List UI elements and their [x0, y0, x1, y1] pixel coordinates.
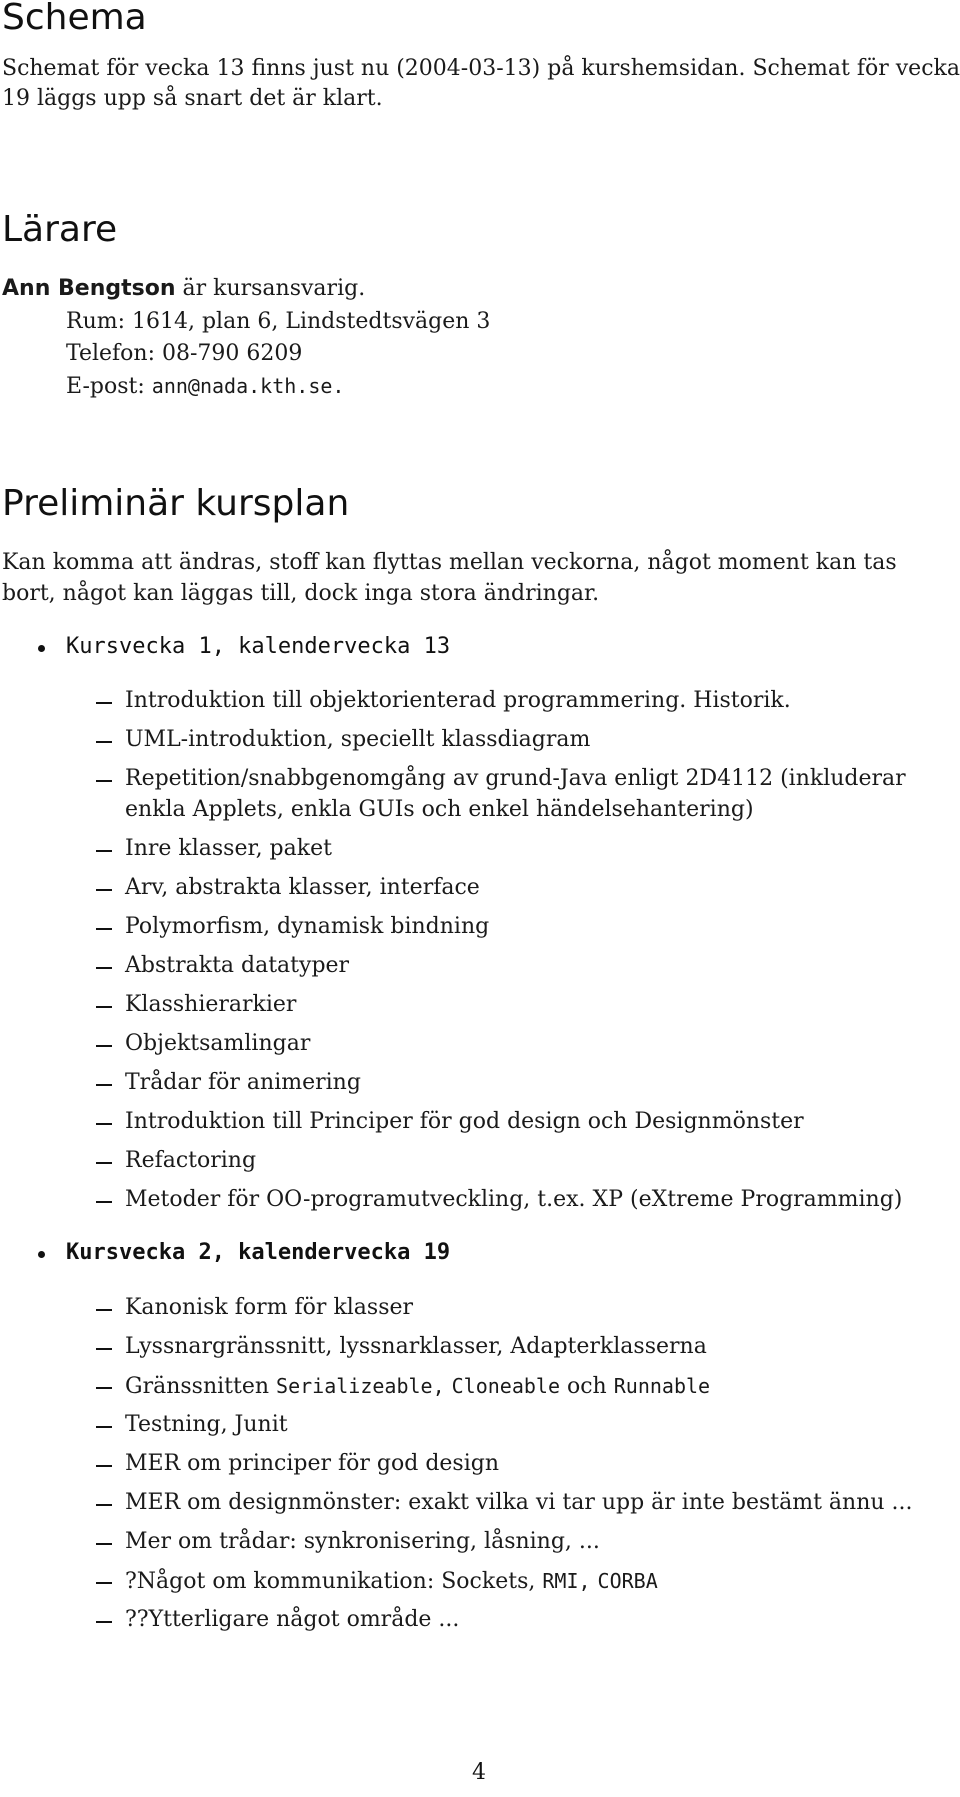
week1-item-7: Abstrakta datatyper: [125, 953, 350, 978]
week2-title: Kursvecka 2, kalendervecka 19: [66, 1240, 451, 1265]
dash-icon: [96, 967, 112, 969]
email-label: E-post:: [66, 374, 145, 399]
dash-icon: [96, 1582, 112, 1584]
schema-heading: Schema: [2, 0, 147, 38]
week1-item-4: Inre klasser, paket: [125, 836, 332, 861]
week1-item-13: Metoder för OO-programutveckling, t.ex. XP (eXtreme Programming): [125, 1187, 903, 1212]
teacher-phone: Telefon: 08-790 6209: [66, 341, 303, 366]
dash-icon: [96, 1465, 112, 1467]
kursplan-intro-line-2: bort, något kan läggas till, dock inga stora ändringar.: [2, 581, 600, 606]
code-corba: CORBA: [597, 1569, 658, 1593]
week2-item-9: ??Ytterligare något område ...: [125, 1607, 460, 1632]
week2-item-2: Lyssnargränssnitt, lyssnarklasser, Adapterklasserna: [125, 1334, 707, 1359]
week1-item-8: Klasshierarkier: [125, 992, 297, 1017]
week1-item-2: UML-introduktion, speciellt klassdiagram: [125, 727, 591, 752]
kursplan-intro-line-1: Kan komma att ändras, stoff kan flyttas mellan veckorna, något moment kan tas: [2, 550, 897, 575]
dash-icon: [96, 1543, 112, 1545]
teacher-room: Rum: 1614, plan 6, Lindstedtsvägen 3: [66, 309, 491, 334]
och-word: och: [566, 1374, 607, 1399]
dash-icon: [96, 1123, 112, 1125]
dash-icon: [96, 1309, 112, 1311]
teacher-role: är kursansvarig.: [182, 276, 366, 301]
week2-item-1: Kanonisk form för klasser: [125, 1295, 414, 1320]
dash-icon: [96, 702, 112, 704]
teacher-email-line: [66, 371, 344, 402]
dash-icon: [96, 889, 112, 891]
dash-icon: [96, 1348, 112, 1350]
week1-item-12: Refactoring: [125, 1148, 257, 1173]
week1-item-11: Introduktion till Principer för god design och Designmönster: [125, 1109, 804, 1134]
kursplan-heading: Preliminär kursplan: [2, 483, 350, 524]
week1-item-1: Introduktion till objektorienterad programmering. Historik.: [125, 688, 791, 713]
dash-icon: [96, 741, 112, 743]
week2-item-4: Testning, Junit: [125, 1412, 288, 1437]
week2-item-5: MER om principer för god design: [125, 1451, 499, 1476]
communication-label: ?Något om kommunikation: Sockets,: [125, 1569, 536, 1594]
larare-heading: Lärare: [2, 209, 118, 250]
schema-text-line-1: Schemat för vecka 13 finns just nu (2004-03-13) på kurshemsidan. Schemat för vecka: [2, 56, 960, 81]
week1-item-10: Trådar för animering: [125, 1070, 361, 1095]
week1-item-9: Objektsamlingar: [125, 1031, 311, 1056]
page-number: 4: [472, 1760, 486, 1785]
week2-item-7: Mer om trådar: synkronisering, låsning, ...: [125, 1529, 600, 1554]
email-address[interactable]: ann@nada.kth.se.: [151, 374, 345, 398]
week1-item-3-cont: enkla Applets, enkla GUIs och enkel händelsehantering): [125, 797, 754, 822]
dash-icon: [96, 1045, 112, 1047]
code-serializeable: Serializeable,: [276, 1374, 445, 1398]
dash-icon: [96, 850, 112, 852]
teacher-name: Ann Bengtson: [2, 276, 176, 301]
week2-item-6: MER om designmönster: exakt vilka vi tar upp är inte bestämt ännu ...: [125, 1490, 913, 1515]
dash-icon: [96, 1621, 112, 1623]
week2-item-3: [125, 1371, 710, 1402]
code-runnable: Runnable: [613, 1374, 711, 1398]
week1-title: Kursvecka 1, kalendervecka 13: [66, 634, 451, 659]
dash-icon: [96, 1426, 112, 1428]
dash-icon: [96, 1006, 112, 1008]
dash-icon: [96, 1162, 112, 1164]
dash-icon: [96, 928, 112, 930]
interfaces-label: Gränssnitten: [125, 1374, 270, 1399]
dash-icon: [96, 1504, 112, 1506]
dash-icon: [96, 780, 112, 782]
code-rmi: RMI,: [542, 1569, 591, 1593]
code-cloneable: Cloneable: [451, 1374, 560, 1398]
dash-icon: [96, 1084, 112, 1086]
bullet-icon: [38, 1251, 45, 1258]
week1-item-5: Arv, abstrakta klasser, interface: [125, 875, 480, 900]
teacher-line: [2, 274, 365, 304]
dash-icon: [96, 1201, 112, 1203]
week1-item-6: Polymorfism, dynamisk bindning: [125, 914, 490, 939]
dash-icon: [96, 1387, 112, 1389]
week1-item-3: Repetition/snabbgenomgång av grund-Java enligt 2D4112 (inkluderar: [125, 766, 906, 791]
week2-item-8: [125, 1566, 658, 1597]
bullet-icon: [38, 645, 45, 652]
schema-text-line-2: 19 läggs upp så snart det är klart.: [2, 86, 383, 111]
